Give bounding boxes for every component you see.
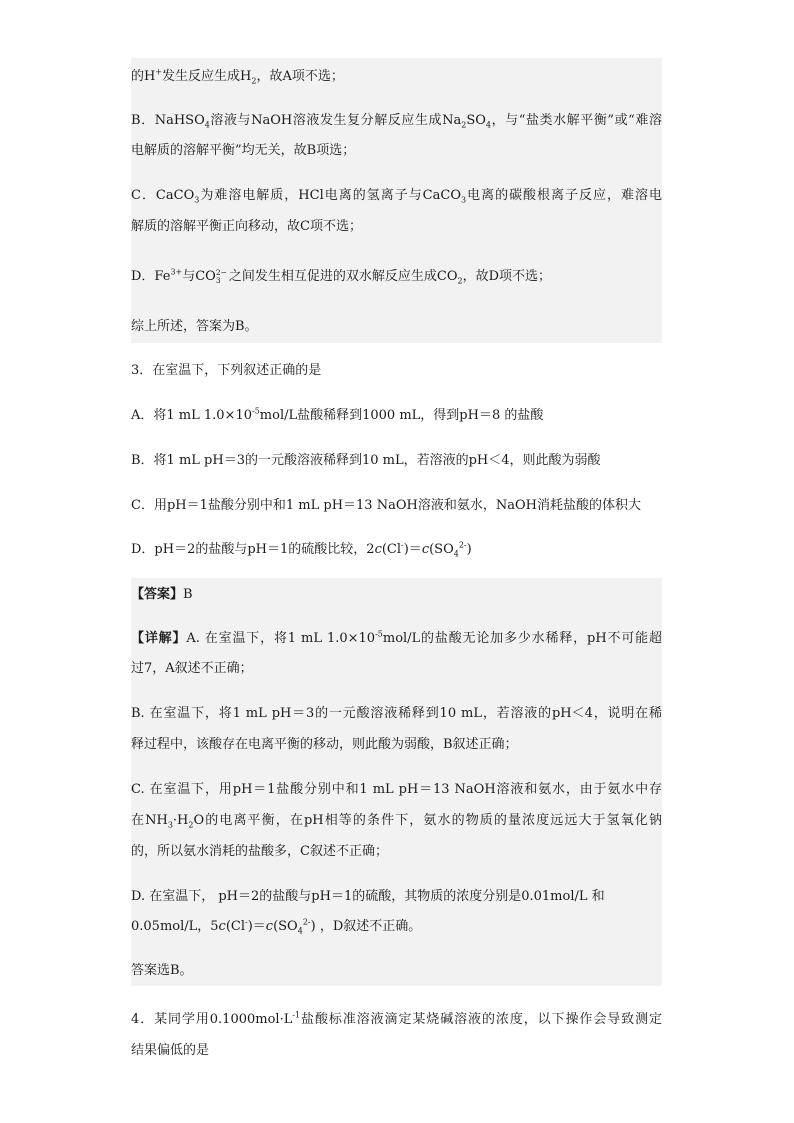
q3-final-answer: 答案选B。	[131, 963, 193, 978]
prev-c-line1: C．CaCO$_3$为难溶电解质，HCl电离的氢离子与CaCO$_3$电离的碳酸根离子反应，难溶电	[131, 188, 663, 205]
q4-stem-line1: 4．某同学用$0.1000mol\cdot L^{-1}$盐酸标准溶液滴定某烧碱溶液的浓度，以下操作会导致测定	[131, 1010, 662, 1027]
prev-a-line: 的H+发生反应生成$H_2$，故A项不选；	[131, 67, 344, 86]
q4-stem-line2: 结果偏低的是	[131, 1043, 210, 1058]
prev-d-line: D．$Fe^{3+}$与CO2− 3 之间发生相互促进的双水解反应生成$CO_2$，故D项不选；	[131, 267, 552, 286]
q3-detail-b1: B. 在室温下，将1 mL pH＝3的一元酸溶液稀释到10 mL，若溶液的pH＜4，说明在稀	[131, 706, 662, 721]
q3-stem: 3．在室温下，下列叙述正确的是	[131, 363, 322, 378]
q3-detail-c3: 的，所以氨水消耗的盐酸多，C叙述不正确；	[131, 844, 388, 859]
q3-detail-d1: D. 在室温下， pH＝2的盐酸与pH＝1的硫酸，其物质的浓度分别是0.01mol/L 和	[131, 889, 605, 904]
q3-option-c: C．用pH＝1盐酸分别中和1 mL pH＝13 NaOH溶液和氨水，NaOH消耗盐酸的体积大	[131, 498, 641, 513]
q3-detail-c1: C. 在室温下，用pH＝1盐酸分别中和1 mL pH＝13 NaOH溶液和氨水，由于氨水中存	[131, 782, 662, 797]
prev-c-line2: 解质的溶解平衡正向移动，故C项不选；	[131, 219, 362, 234]
q3-option-d: D．pH＝2的盐酸与pH＝1的硫酸比较，$2c(Cl^-)=c(SO_4^{2-})$	[131, 540, 472, 559]
q3-option-b: B．将1 mL pH＝3的一元酸溶液稀释到10 mL，若溶液的pH＜4，则此酸为弱酸	[131, 453, 601, 468]
prev-b-line1: B．NaHSO$_4$溶液与NaOH溶液发生复分解反应生成$Na_2SO_4$，与“盐类水解平衡”或“难溶	[131, 113, 662, 130]
q3-detail-c2: 在$NH_3\cdot H_2O$的电离平衡，在pH相等的条件下，氨水的物质的量浓度远远大于氢氧化钠	[131, 813, 662, 830]
q3-detail-b2: 释过程中，该酸存在电离平衡的移动，则此酸为弱酸，B叙述正确；	[131, 737, 518, 752]
prev-b-line2: 电解质的溶解平衡”均无关，故B项选；	[131, 143, 356, 158]
q3-detail-a1: 【详解】A. 在室温下，将1 mL $1.0\times 10^{-5}mol/L$的盐酸无论加多少水稀释，pH不可能超	[131, 629, 662, 646]
q3-answer: 【答案】B	[131, 587, 193, 602]
q3-detail-a2: 过7，A叙述不正确；	[131, 661, 253, 676]
q3-detail-d2: 0.05mol/L，$5c(Cl^-)=c(SO_4^{2-})$ ，D叙述不正确。	[131, 917, 422, 936]
q3-option-a: A．将1 mL $1.0\times 10^{-5}mol/L$盐酸稀释到1000 mL，得到pH＝8 的盐酸	[131, 406, 544, 423]
prev-summary: 综上所述，答案为B。	[131, 319, 258, 334]
